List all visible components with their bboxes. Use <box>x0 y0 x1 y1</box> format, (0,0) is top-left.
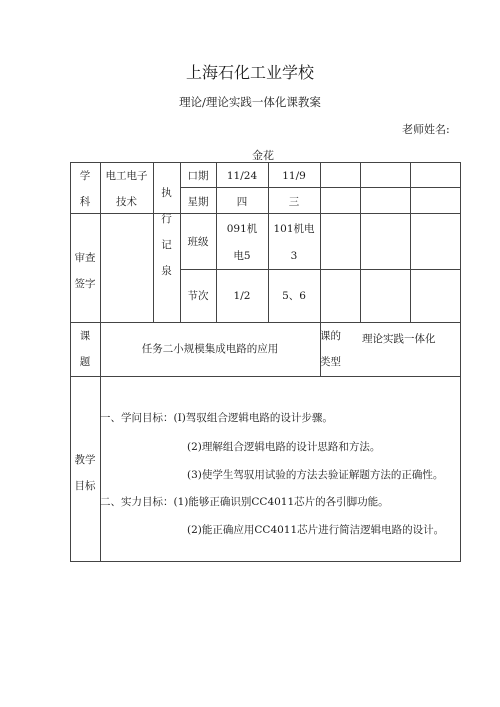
subject-label: 科 <box>79 196 91 208</box>
weekday-label: 星期 <box>187 196 209 208</box>
period-value: 1/2 <box>233 290 251 302</box>
class-value: 091机 <box>226 223 258 235</box>
weekday-value: 四 <box>236 196 248 208</box>
lesson-type-label: 类型 <box>320 356 341 368</box>
subject-value: 技术 <box>116 196 137 208</box>
exec-record-label: 泉 <box>161 265 172 277</box>
col-divider <box>360 162 361 322</box>
school-title: 上海石化工业学校 <box>185 63 314 82</box>
date-label: 口期 <box>187 170 209 182</box>
teacher-name: 金花 <box>252 149 274 162</box>
topic-label: 课 <box>79 330 91 342</box>
goals-label: 教学 <box>74 454 96 466</box>
review-label: 签字 <box>74 278 96 290</box>
exec-record-label: 记 <box>161 239 172 251</box>
lesson-type-label: 课的 <box>320 330 341 342</box>
period-value: 5、6 <box>282 290 306 302</box>
topic-label: 题 <box>79 356 91 368</box>
table-border-top <box>70 162 461 163</box>
class-value: 101机电 <box>273 223 315 235</box>
teacher-label: 老师姓名: <box>402 123 450 136</box>
goal-line: (3)使学生驾驭用试验的方法去验证解题方法的正确性。 <box>187 469 444 481</box>
table-border-right <box>460 162 461 562</box>
review-label: 审查 <box>74 252 96 264</box>
goal-line: (2)理解组合逻辑电路的设计思路和方法。 <box>187 441 381 453</box>
goal-line: 二、实力目标：(1)能够正确识别CC4011芯片的各引脚功能。 <box>100 496 389 508</box>
topic-value: 任务二小规模集成电路的应用 <box>141 343 279 355</box>
period-label: 节次 <box>187 290 209 302</box>
table-border-bottom <box>70 561 461 562</box>
goal-line: (2)能正确应用CC4011芯片进行简洁逻辑电路的设计。 <box>187 524 445 536</box>
document-subtitle: 理论/理论实践一体化课教案 <box>179 95 321 109</box>
date-value: 11/9 <box>282 170 306 182</box>
col-divider <box>320 162 321 376</box>
date-value: 11/24 <box>226 170 258 182</box>
weekday-value: 三 <box>288 196 300 208</box>
goal-line: 一、学问目标：(I)驾驭组合逻辑电路的设计步骤。 <box>100 412 333 424</box>
col-divider <box>410 162 411 322</box>
class-value: 电5 <box>233 250 251 262</box>
exec-record-label: 行 <box>161 213 172 225</box>
row-divider <box>70 213 461 214</box>
subject-label: 学 <box>79 170 91 182</box>
lesson-type-value: 理论实践一体化 <box>362 333 436 345</box>
exec-record-label: 执 <box>161 187 172 199</box>
row-divider <box>70 376 461 377</box>
goals-label: 目标 <box>74 480 96 492</box>
class-label: 班级 <box>187 236 209 248</box>
subject-value: 电工电子 <box>105 170 148 182</box>
row-divider <box>70 322 461 323</box>
class-value: 3 <box>290 250 298 262</box>
